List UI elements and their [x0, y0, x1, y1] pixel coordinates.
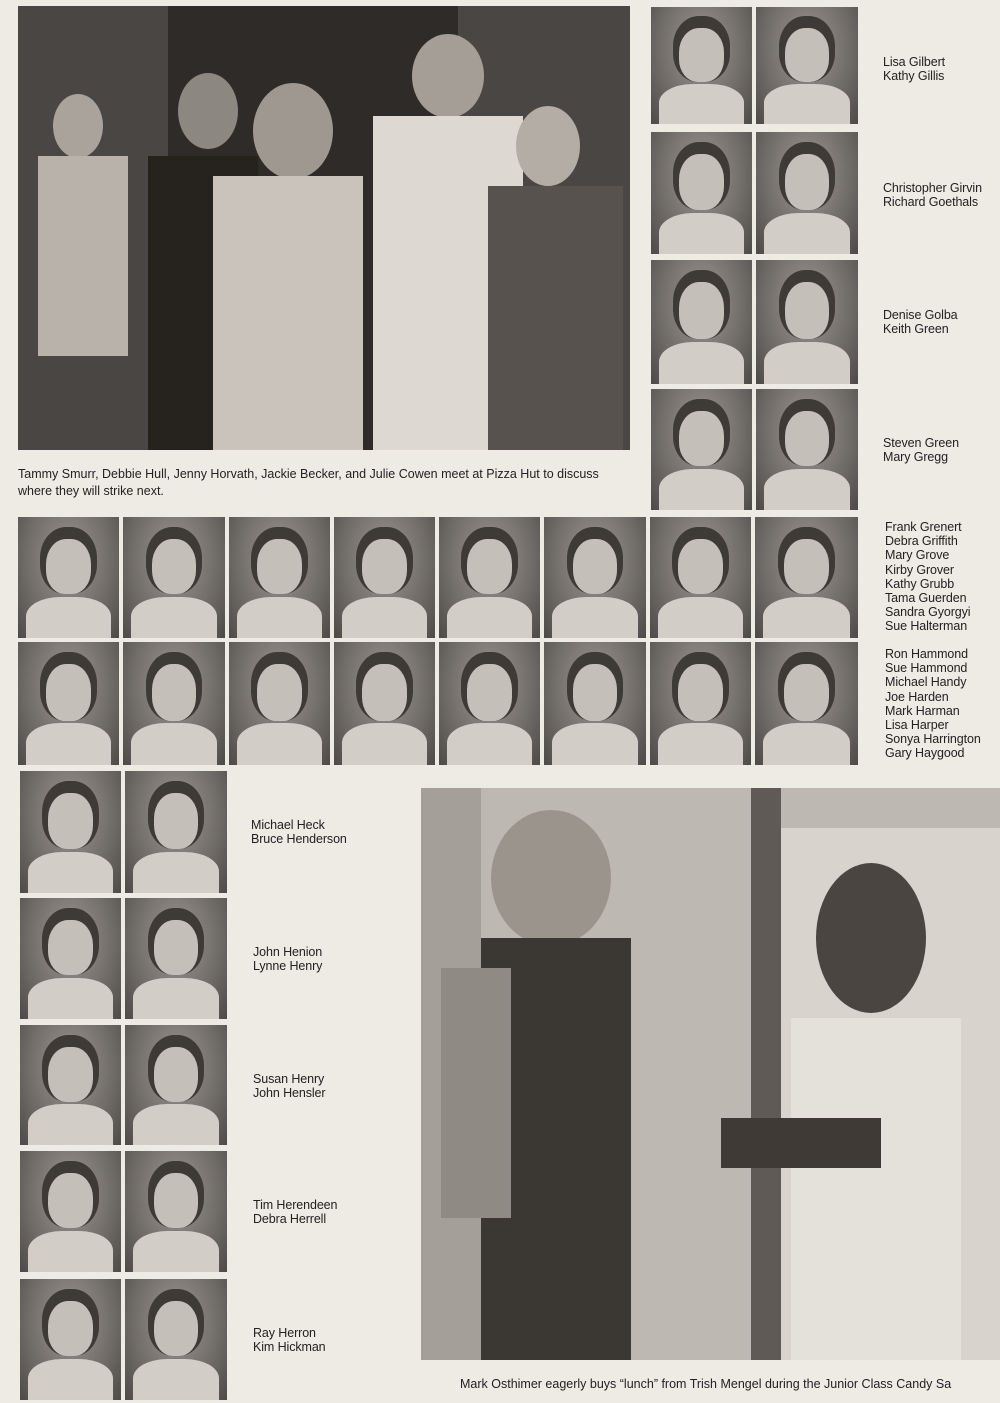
portrait	[651, 132, 752, 254]
student-name: Gary Haygood	[885, 746, 965, 761]
portrait	[123, 517, 225, 638]
student-name: Lisa Gilbert	[883, 55, 946, 69]
candy-sale-photo	[421, 788, 1000, 1360]
portrait	[439, 642, 540, 765]
portrait	[650, 517, 751, 638]
student-name: Steven Green	[883, 436, 959, 450]
portrait	[756, 260, 858, 384]
row-two-names	[885, 647, 981, 761]
student-name: Christopher Girvin	[883, 181, 982, 195]
group-photo-caption: Tammy Smurr, Debbie Hull, Jenny Horvath, Jackie Becker, and Julie Cowen meet at Pizza Hut to discuss where they will strike next.	[18, 467, 599, 498]
name-pair	[251, 818, 347, 846]
portrait	[651, 389, 752, 510]
portrait	[229, 517, 330, 638]
student-name: Michael Heck	[251, 818, 325, 832]
portrait	[756, 7, 858, 124]
student-name: Debra Griffith	[885, 534, 958, 549]
student-name: John Hensler	[253, 1086, 326, 1101]
portrait	[651, 7, 752, 124]
name-pair	[883, 181, 982, 209]
portrait	[18, 642, 119, 765]
name-pair	[253, 1326, 326, 1354]
student-name: Debra Herrell	[253, 1212, 327, 1227]
student-name: Frank Grenert	[885, 520, 962, 534]
portrait	[334, 517, 435, 638]
portrait	[650, 642, 751, 765]
portrait	[20, 771, 121, 893]
portrait	[125, 1151, 227, 1272]
name-pair	[253, 1198, 337, 1226]
name-pair	[883, 308, 958, 336]
student-name: Sonya Harrington	[885, 732, 981, 747]
student-name: Bruce Henderson	[251, 832, 347, 847]
student-name: Kathy Grubb	[885, 576, 955, 591]
student-name: Mary Grove	[885, 548, 950, 563]
portrait	[334, 642, 435, 765]
portrait	[755, 642, 858, 765]
portrait	[756, 132, 858, 254]
portrait	[20, 898, 121, 1019]
portrait	[123, 642, 225, 765]
portrait	[18, 517, 119, 638]
row-one-names	[885, 520, 970, 634]
student-name: Ray Herron	[253, 1326, 316, 1340]
student-name: Mark Harman	[885, 703, 960, 718]
student-name: Lynne Henry	[253, 959, 323, 974]
portrait	[439, 517, 540, 638]
portrait	[20, 1025, 121, 1145]
portrait	[125, 1025, 227, 1145]
portrait	[229, 642, 330, 765]
student-name: Michael Handy	[885, 675, 967, 690]
student-name: Keith Green	[883, 322, 949, 337]
portrait	[756, 389, 858, 510]
student-name: Kathy Gillis	[883, 69, 945, 84]
student-name: Ron Hammond	[885, 647, 968, 661]
student-name: Mary Gregg	[883, 450, 948, 465]
name-pair	[883, 436, 959, 464]
portrait	[651, 260, 752, 384]
student-name: Susan Henry	[253, 1072, 325, 1086]
student-name: Denise Golba	[883, 308, 958, 322]
student-name: Kirby Grover	[885, 562, 954, 577]
student-name: Sue Halterman	[885, 619, 968, 634]
name-pair	[253, 945, 322, 973]
candy-sale-caption: Mark Osthimer eagerly buys “lunch” from Trish Mengel during the Junior Class Candy Sa	[460, 1377, 952, 1391]
student-name: Sue Hammond	[885, 661, 968, 676]
student-name: Sandra Gyorgyi	[885, 605, 971, 620]
portrait	[544, 642, 646, 765]
portrait	[125, 771, 227, 893]
student-name: John Henion	[253, 945, 323, 959]
student-name: Tama Guerden	[885, 591, 967, 606]
student-name: Kim Hickman	[253, 1340, 326, 1355]
student-name: Joe Harden	[885, 689, 949, 704]
student-name: Richard Goethals	[883, 195, 978, 210]
portrait	[20, 1151, 121, 1272]
student-name: Tim Herendeen	[253, 1198, 338, 1212]
portrait	[125, 898, 227, 1019]
portrait	[544, 517, 646, 638]
portrait	[755, 517, 858, 638]
name-pair	[253, 1072, 325, 1100]
student-name: Lisa Harper	[885, 718, 949, 733]
portrait	[20, 1279, 121, 1400]
group-photo-pizza-hut	[18, 6, 630, 450]
portrait	[125, 1279, 227, 1400]
name-pair	[883, 55, 945, 83]
